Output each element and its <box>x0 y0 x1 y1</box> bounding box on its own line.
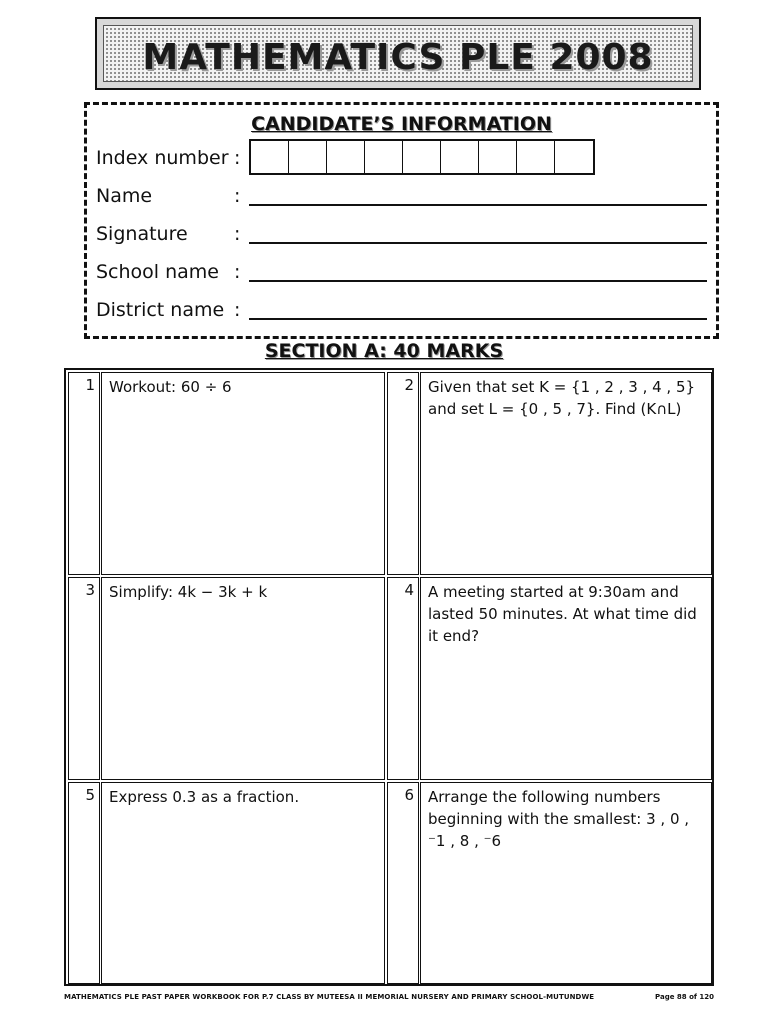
question-number: 6 <box>404 786 414 804</box>
question-answer-cell[interactable] <box>420 782 712 984</box>
district-name-line[interactable] <box>249 318 707 320</box>
school-name-line[interactable] <box>249 280 707 282</box>
question-number-cell <box>68 577 100 780</box>
signature-line[interactable] <box>249 242 707 244</box>
question-number-cell <box>68 782 100 984</box>
question-grid <box>64 368 714 986</box>
signature-label: Signature <box>96 223 188 245</box>
index-digit-box[interactable] <box>403 141 441 173</box>
index-digit-box[interactable] <box>365 141 403 173</box>
question-answer-cell[interactable] <box>101 577 385 780</box>
question-answer-cell[interactable] <box>101 782 385 984</box>
question-text: Workout: 60 ÷ 6 <box>109 378 232 396</box>
index-digit-box[interactable] <box>289 141 327 173</box>
question-number: 3 <box>85 581 95 599</box>
question-number-cell <box>387 372 419 575</box>
index-digit-box[interactable] <box>517 141 555 173</box>
index-digit-box[interactable] <box>555 141 593 173</box>
page-title: MATHEMATICS PLE 2008 <box>142 37 654 78</box>
index-number-boxes[interactable] <box>249 139 595 175</box>
question-text: Arrange the following numbers beginning with the smallest: 3 , 0 , ⁻1 , 8 , ⁻6 <box>428 788 690 850</box>
name-line[interactable] <box>249 204 707 206</box>
index-digit-box[interactable] <box>441 141 479 173</box>
index-digit-box[interactable] <box>327 141 365 173</box>
question-text: Given that set K = {1 , 2 , 3 , 4 , 5} and set L = {0 , 5 , 7}. Find (K∩L) <box>428 378 696 418</box>
question-number: 4 <box>404 581 414 599</box>
candidate-info-heading: CANDIDATE’S INFORMATION <box>251 113 552 135</box>
question-text: Express 0.3 as a fraction. <box>109 788 300 806</box>
name-label: Name <box>96 185 153 207</box>
index-digit-box[interactable] <box>251 141 289 173</box>
district-name-label: District name <box>96 299 225 321</box>
question-number-cell <box>387 782 419 984</box>
page-number: Page 88 of 120 <box>655 993 714 1001</box>
question-answer-cell[interactable] <box>420 577 712 780</box>
signature-colon: : <box>234 223 241 245</box>
index-number-label: Index number <box>96 147 229 169</box>
name-colon: : <box>234 185 241 207</box>
question-text: A meeting started at 9:30am and lasted 50 minutes. At what time did it end? <box>428 583 697 645</box>
question-text: Simplify: 4k − 3k + k <box>109 583 268 601</box>
question-answer-cell[interactable] <box>101 372 385 575</box>
index-number-colon: : <box>234 147 241 169</box>
question-number: 5 <box>85 786 95 804</box>
question-number: 1 <box>85 376 95 394</box>
question-number: 2 <box>404 376 414 394</box>
question-answer-cell[interactable] <box>420 372 712 575</box>
district-name-colon: : <box>234 299 241 321</box>
candidate-info-box <box>84 102 719 339</box>
title-banner <box>95 17 701 90</box>
school-name-label: School name <box>96 261 219 283</box>
footer-publisher: MATHEMATICS PLE PAST PAPER WORKBOOK FOR P.7 CLASS BY MUTEESA II MEMORIAL NURSERY AND PRIMARY SCHOOL-MUTUNDWE <box>64 993 595 1001</box>
question-number-cell <box>387 577 419 780</box>
section-heading: SECTION A: 40 MARKS <box>264 340 504 362</box>
school-name-colon: : <box>234 261 241 283</box>
question-number-cell <box>68 372 100 575</box>
index-digit-box[interactable] <box>479 141 517 173</box>
